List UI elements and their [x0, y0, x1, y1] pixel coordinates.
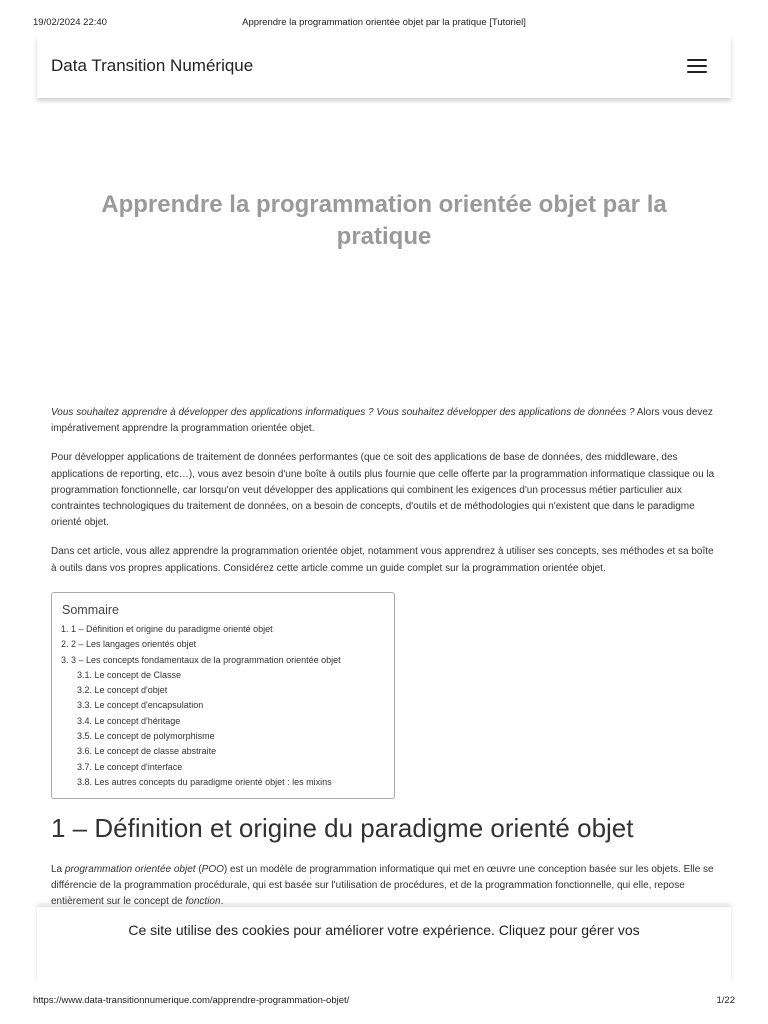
toc-link-3-6[interactable]: 3.6. Le concept de classe abstraite: [77, 746, 217, 757]
toc-subitem: [61, 714, 341, 729]
paragraph-3: Dans cet article, vous allez apprendre la programmation orientée objet, notamment vous apprendrez à utiliser ses concepts, ses méthodes et sa boîte à outils dans vos propres applications. Considérez cette article comme un guide complet sur la programmation orientée objet.: [51, 546, 714, 574]
intro-paragraph: [51, 405, 718, 437]
print-datetime: 19/02/2024 22:40: [33, 17, 107, 28]
toc-link-3-8[interactable]: 3.8. Les autres concepts du paradigme orienté objet : les mixins: [77, 776, 332, 787]
toc-list: [61, 622, 341, 790]
text-segment-italic: programmation orientée objet: [64, 864, 196, 875]
toc-item: [61, 653, 341, 668]
cookie-banner: [37, 907, 731, 984]
toc-subitem: [61, 668, 341, 683]
toc-subitem: [61, 744, 341, 759]
toc-item: [61, 637, 341, 652]
toc-link-3-1[interactable]: 3.1. Le concept de Classe: [77, 669, 182, 680]
toc-link-3-3[interactable]: 3.3. Le concept d'encapsulation: [77, 700, 204, 711]
toc-subitem: [61, 775, 341, 790]
print-page-title: Apprendre la programmation orientée objet par la pratique [Tutoriel]: [242, 17, 526, 28]
article-intro: [51, 405, 718, 590]
section-1-paragraph: [51, 862, 718, 911]
toc-link-3[interactable]: 3. 3 – Les concepts fondamentaux de la programmation orientée objet: [61, 654, 341, 665]
site-title-link[interactable]: Data Transition Numérique: [51, 56, 254, 75]
table-of-contents: [51, 592, 395, 799]
print-footer: [33, 995, 735, 1007]
print-header: [33, 17, 735, 29]
toc-link-1[interactable]: 1. 1 – Définition et origine du paradigme orienté objet: [61, 624, 273, 634]
text-segment: (: [195, 864, 202, 875]
text-segment-italic: fonction: [185, 896, 221, 908]
text-segment: .: [220, 896, 224, 908]
section-1-heading: 1 – Définition et origine du paradigme orienté objet: [51, 813, 634, 843]
toc-link-3-4[interactable]: 3.4. Le concept d'héritage: [77, 715, 181, 726]
text-segment: La: [51, 864, 65, 875]
intro-italic-text: Vous souhaitez apprendre à développer des applications informatiques ? Vous souhaitez développer des applications de données ?: [51, 407, 635, 418]
toc-subitem: [61, 760, 341, 775]
toc-subitem: [61, 683, 341, 698]
cookie-banner-text[interactable]: Ce site utilise des cookies pour améliorer votre expérience. Cliquez pour gérer vos: [128, 922, 640, 938]
toc-link-3-7[interactable]: 3.7. Le concept d'interface: [77, 761, 183, 772]
intro-text: Alors vous devez impérativement apprendre la programmation orientée objet.: [51, 407, 713, 435]
print-url: https://www.data-transitionnumerique.com/apprendre-programmation-objet/: [33, 995, 350, 1006]
text-segment: ) est un modèle de programmation informatique qui met en œuvre une conception basée sur les objets. Elle se différencie de la programmation procédurale, qui est basée sur l'utilisation de procédures, et de la programmation fonctionnelle, qui elle, repose entièrement sur le concept de: [51, 864, 714, 908]
toc-link-3-5[interactable]: 3.5. Le concept de polymorphisme: [77, 731, 215, 742]
paragraph-2: Pour développer applications de traitement de données performantes (que ce soit des applications de base de données, des middleware, des applications de reporting, etc…), vous avez besoin d'une boîte à outils plus fournie que celle offerte par la programmation informatique classique ou la programmation fonctionnelle, car lorsqu'on veut développer des applications qui combinent les exigences d'un processus métier particulier aux contraintes technologiques du traitement de données, on a besoin de concepts, d'outils et de méthodologies qui n'existent que dans le paradigme orienté objet.: [51, 452, 715, 529]
print-page-number: 1/22: [716, 995, 735, 1006]
toc-subitem: [61, 698, 341, 713]
site-header: [37, 37, 731, 98]
text-segment-italic: POO: [201, 864, 224, 875]
hamburger-menu-icon[interactable]: [687, 59, 707, 75]
toc-subitem: [61, 729, 341, 744]
toc-title: Sommaire: [62, 603, 119, 617]
toc-item: [61, 622, 341, 637]
article-title: Apprendre la programmation orientée objet par la pratique: [101, 191, 667, 250]
toc-link-3-2[interactable]: 3.2. Le concept d'objet: [77, 685, 168, 696]
toc-link-2[interactable]: 2. 2 – Les langages orientés objet: [61, 639, 197, 650]
